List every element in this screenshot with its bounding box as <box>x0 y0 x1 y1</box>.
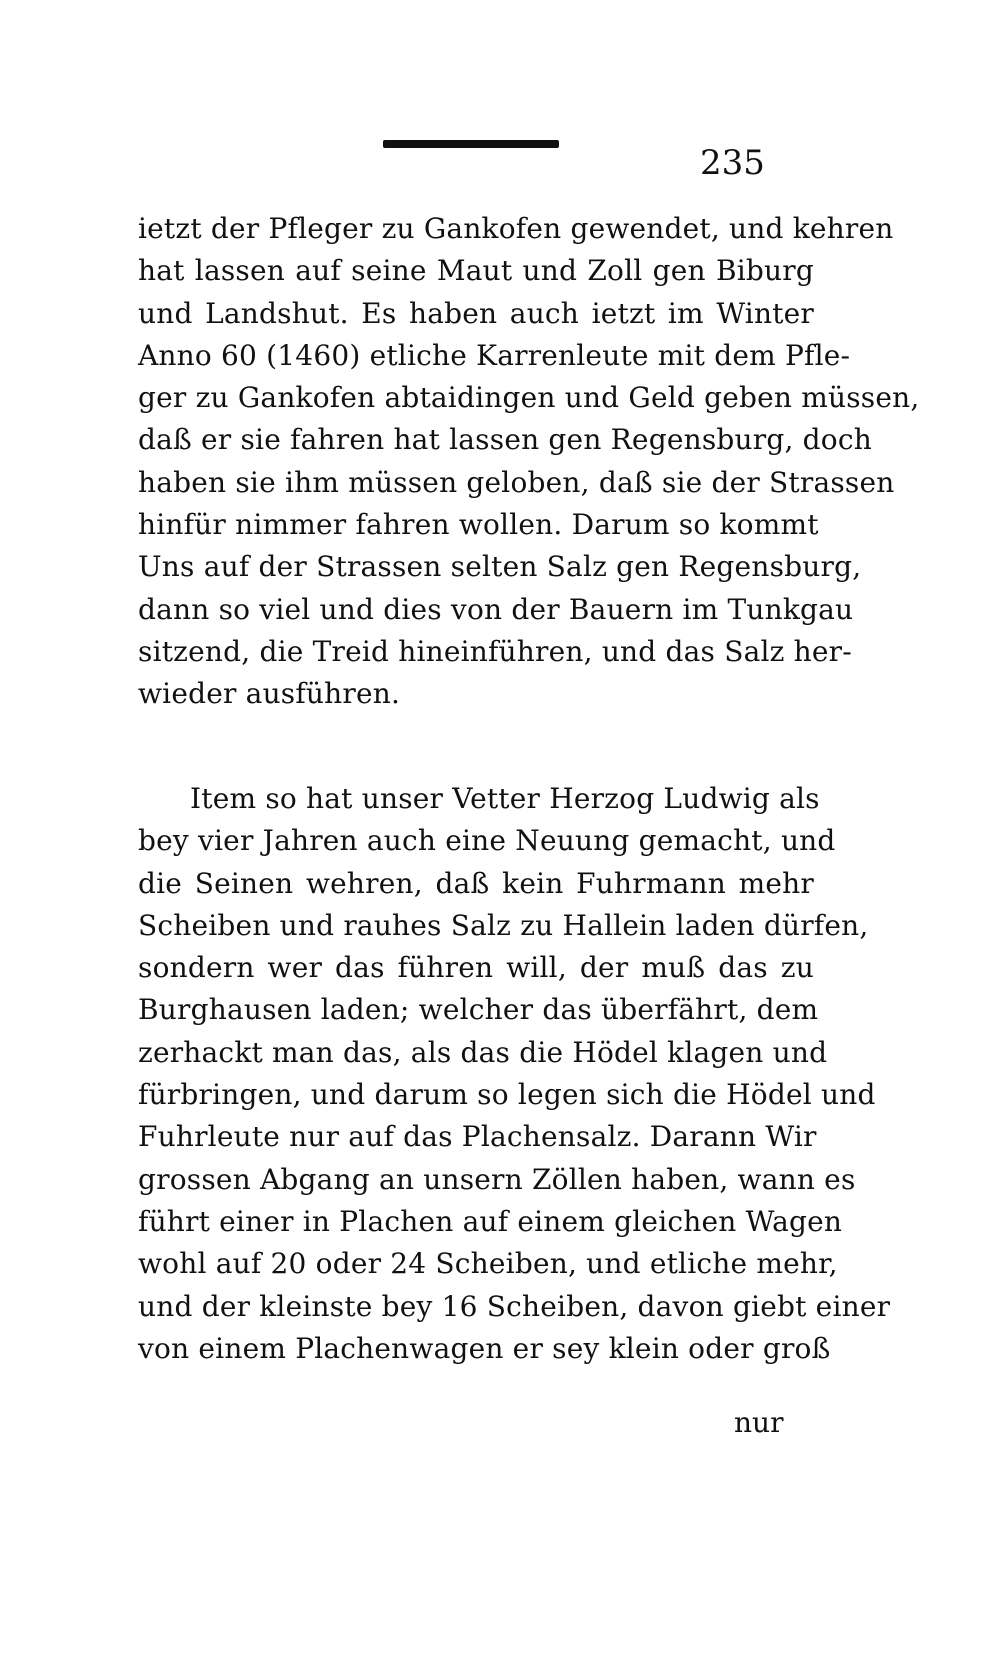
text-line: ger zu Gankofen abtaidingen und Geld geben müssen, <box>138 381 920 415</box>
text-line: grossen Abgang an unsern Zöllen haben, wann es <box>138 1162 856 1196</box>
text-line: dann so viel und dies von der Bauern im Tunkgau <box>138 592 854 626</box>
text-line: die Seinen wehren, daß kein Fuhrmann mehr <box>138 866 814 900</box>
text-line: bey vier Jahren auch eine Neuung gemacht, und <box>138 824 836 858</box>
text-line: wieder ausführen. <box>138 677 401 711</box>
paragraph-1 <box>138 208 920 716</box>
page-number: 235 <box>700 143 765 183</box>
text-line: hat lassen auf seine Maut und Zoll gen Biburg <box>138 254 814 288</box>
text-line: hinfür nimmer fahren wollen. Darum so kommt <box>138 508 819 542</box>
text-line: Item so hat unser Vetter Herzog Ludwig als <box>190 782 820 815</box>
text-line: und der kleinste bey 16 Scheiben, davon giebt einer <box>138 1289 891 1323</box>
catchword: nur <box>734 1406 784 1439</box>
text-line: sitzend, die Treid hineinführen, und das Salz her- <box>138 634 852 668</box>
text-line: führt einer in Plachen auf einem gleichen Wagen <box>138 1204 843 1238</box>
text-line: zerhackt man das, als das die Hödel klagen und <box>138 1035 828 1069</box>
text-line: haben sie ihm müssen geloben, daß sie der Strassen <box>138 465 895 499</box>
header-rule <box>383 140 559 148</box>
text-line: und Landshut. Es haben auch ietzt im Winter <box>138 296 814 330</box>
text-line: Anno 60 (1460) etliche Karrenleute mit dem Pfle- <box>138 338 851 372</box>
text-line: ietzt der Pfleger zu Gankofen gewendet, und kehren <box>138 212 894 245</box>
text-line: daß er sie fahren hat lassen gen Regensburg, doch <box>138 423 872 457</box>
paragraph-2 <box>138 778 891 1370</box>
text-line: sondern wer das führen will, der muß das zu <box>138 951 814 985</box>
text-line: Fuhrleute nur auf das Plachensalz. Darann Wir <box>138 1120 817 1154</box>
text-line: fürbringen, und darum so legen sich die Hödel und <box>138 1078 876 1112</box>
text-line: wohl auf 20 oder 24 Scheiben, und etliche mehr, <box>138 1247 838 1281</box>
text-line: Burghausen laden; welcher das überfährt, dem <box>138 993 819 1027</box>
text-line: Uns auf der Strassen selten Salz gen Regensburg, <box>138 550 862 584</box>
text-line: von einem Plachenwagen er sey klein oder groß <box>138 1331 831 1365</box>
text-line: Scheiben und rauhes Salz zu Hallein laden dürfen, <box>138 908 869 942</box>
